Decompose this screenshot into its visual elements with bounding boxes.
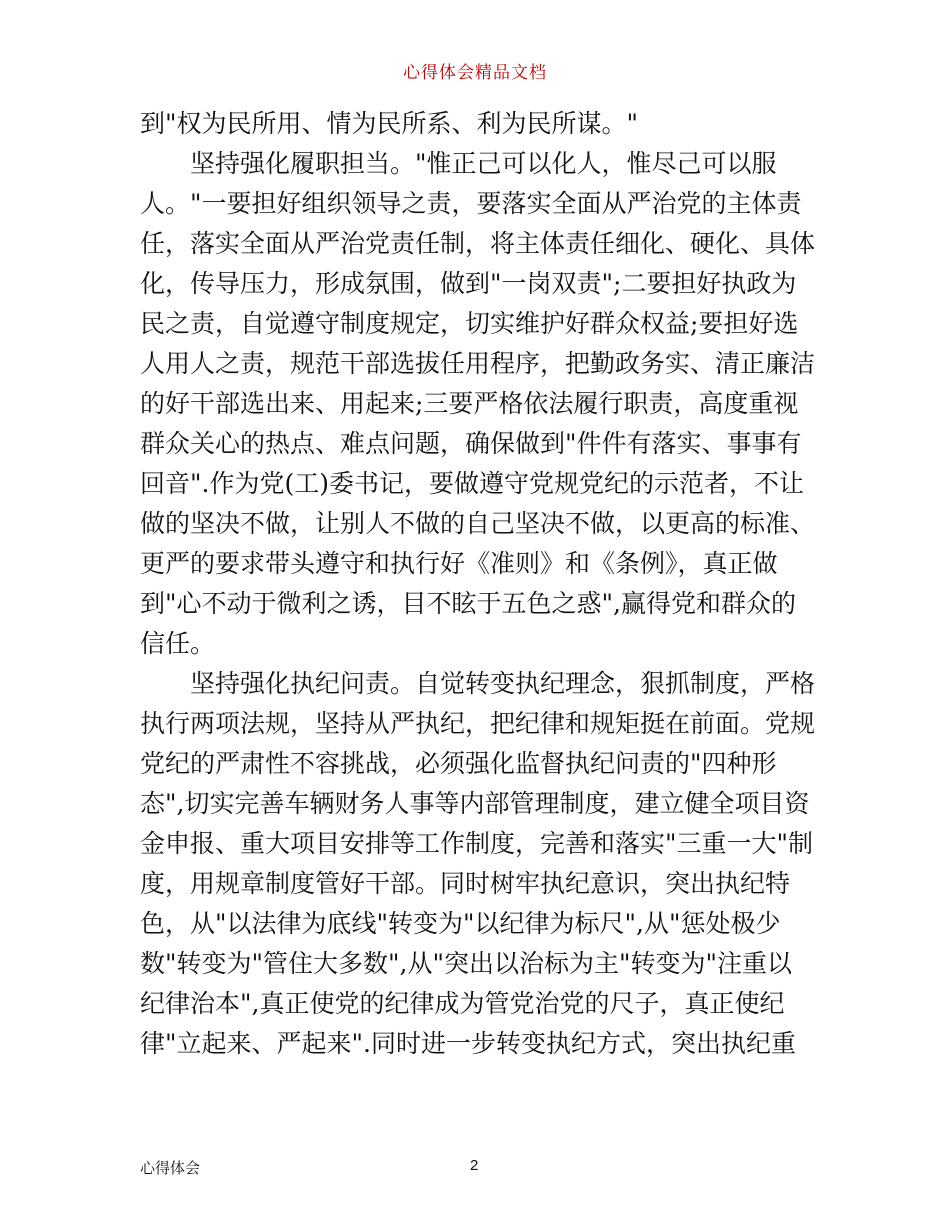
text-line: 坚持强化履职担当。"惟正己可以化人，惟尽己可以服 bbox=[190, 149, 777, 178]
text-line: 到"权为民所用、情为民所系、利为民所谋。" bbox=[140, 109, 638, 138]
text-line: 的好干部选出来、用起来;三要严格依法履行职责，高度重视 bbox=[140, 389, 799, 418]
text-line: 化，传导压力，形成氛围，做到"一岗双责";二要担好执政为 bbox=[140, 269, 797, 298]
text-line: 纪律治本",真正使党的纪律成为管党治党的尺子，真正使纪 bbox=[140, 989, 785, 1018]
text-line: 做的坚决不做，让别人不做的自己坚决不做，以更高的标准、 bbox=[140, 509, 816, 538]
text-line: 信任。 bbox=[140, 629, 216, 658]
text-line: 数"转变为"管住大多数",从"突出以治标为主"转变为"注重以 bbox=[140, 949, 792, 978]
text-line: 金申报、重大项目安排等工作制度，完善和落实"三重一大"制 bbox=[140, 829, 814, 858]
text-line: 人。"一要担好组织领导之责，要落实全面从严治党的主体责 bbox=[140, 189, 802, 218]
document-body bbox=[140, 104, 820, 1064]
text-line: 态",切实完善车辆财务人事等内部管理制度，建立健全项目资 bbox=[140, 789, 810, 818]
text-line: 群众关心的热点、难点问题，确保做到"件件有落实、事事有 bbox=[140, 429, 802, 458]
text-line: 民之责，自觉遵守制度规定，切实维护好群众权益;要担好选 bbox=[140, 309, 799, 338]
text-line: 人用人之责，规范干部选拔任用程序，把勤政务实、清正廉洁 bbox=[140, 349, 816, 378]
footer-label: 心得体会 bbox=[140, 1159, 201, 1177]
page-number: 2 bbox=[470, 1157, 479, 1174]
text-line: 色，从"以法律为底线"转变为"以纪律为标尺",从"惩处极少 bbox=[140, 909, 781, 938]
text-line: 律"立起来、严起来".同时进一步转变执纪方式，突出执纪重 bbox=[140, 1029, 796, 1058]
text-line: 执行两项法规，坚持从严执纪，把纪律和规矩挺在前面。党规 bbox=[140, 709, 816, 738]
text-line: 到"心不动于微利之诱，目不眩于五色之惑",赢得党和群众的 bbox=[140, 589, 796, 618]
text-line: 回音".作为党(工)委书记，要做遵守党规党纪的示范者，不让 bbox=[140, 469, 804, 498]
document-header-title: 心得体会精品文档 bbox=[403, 63, 547, 83]
text-line: 任，落实全面从严治党责任制，将主体责任细化、硬化、具体 bbox=[140, 229, 816, 258]
text-line: 党纪的严肃性不容挑战，必须强化监督执纪问责的"四种形 bbox=[140, 749, 777, 778]
text-line: 坚持强化执纪问责。自觉转变执纪理念，狠抓制度，严格 bbox=[190, 669, 816, 698]
text-line: 度，用规章制度管好干部。同时树牢执纪意识，突出执纪特 bbox=[140, 869, 791, 898]
text-line: 更严的要求带头遵守和执行好《准则》和《条例》，真正做 bbox=[140, 549, 778, 578]
